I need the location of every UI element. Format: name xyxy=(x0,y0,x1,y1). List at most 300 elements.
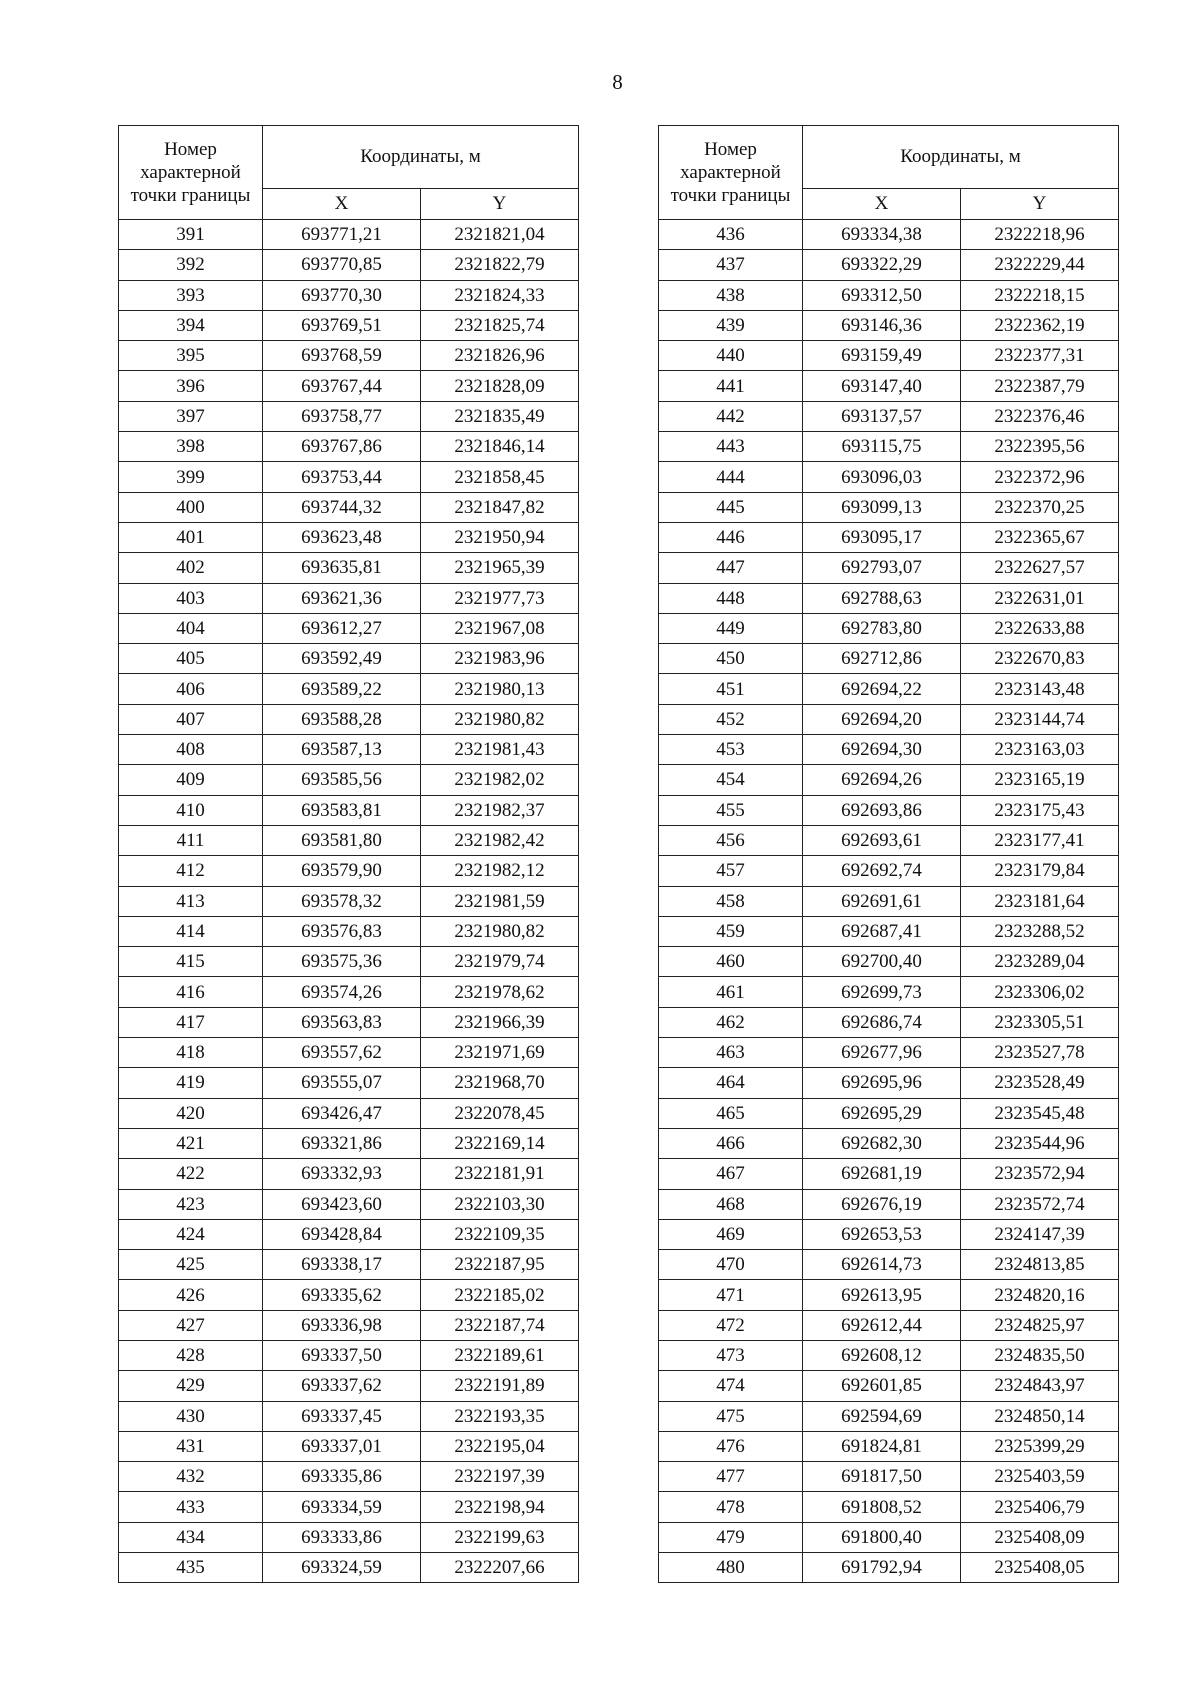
table-row xyxy=(659,735,1119,765)
point-number-cell: 477 xyxy=(659,1462,803,1492)
x-coordinate-cell: 693589,22 xyxy=(263,674,421,704)
y-coordinate-cell: 2321822,79 xyxy=(421,250,579,280)
x-coordinate-cell: 693583,81 xyxy=(263,795,421,825)
y-coordinate-cell: 2321982,37 xyxy=(421,795,579,825)
table-row xyxy=(119,1038,579,1068)
x-coordinate-cell: 693322,29 xyxy=(803,250,961,280)
x-coordinate-cell: 692608,12 xyxy=(803,1340,961,1370)
point-number-cell: 470 xyxy=(659,1250,803,1280)
x-coordinate-cell: 692694,30 xyxy=(803,735,961,765)
x-coordinate-cell: 693576,83 xyxy=(263,916,421,946)
x-coordinate-cell: 692686,74 xyxy=(803,1007,961,1037)
y-coordinate-cell: 2322078,45 xyxy=(421,1098,579,1128)
x-coordinate-cell: 693574,26 xyxy=(263,977,421,1007)
y-coordinate-cell: 2321982,42 xyxy=(421,825,579,855)
x-coordinate-cell: 693767,86 xyxy=(263,432,421,462)
y-coordinate-cell: 2322365,67 xyxy=(961,522,1119,552)
y-coordinate-cell: 2322633,88 xyxy=(961,613,1119,643)
y-coordinate-cell: 2321826,96 xyxy=(421,341,579,371)
y-coordinate-cell: 2323527,78 xyxy=(961,1038,1119,1068)
y-coordinate-cell: 2321982,02 xyxy=(421,765,579,795)
y-coordinate-cell: 2322189,61 xyxy=(421,1340,579,1370)
x-coordinate-cell: 693621,36 xyxy=(263,583,421,613)
coordinates-header: Координаты, м xyxy=(803,126,1119,189)
x-coordinate-cell: 693423,60 xyxy=(263,1189,421,1219)
point-number-cell: 461 xyxy=(659,977,803,1007)
y-coordinate-cell: 2324843,97 xyxy=(961,1371,1119,1401)
table-row xyxy=(119,492,579,522)
y-coordinate-cell: 2322377,31 xyxy=(961,341,1119,371)
y-coordinate-cell: 2321966,39 xyxy=(421,1007,579,1037)
x-coordinate-cell: 693578,32 xyxy=(263,886,421,916)
y-coordinate-cell: 2322387,79 xyxy=(961,371,1119,401)
point-number-cell: 457 xyxy=(659,856,803,886)
y-coordinate-cell: 2322376,46 xyxy=(961,401,1119,431)
y-coordinate-cell: 2321981,59 xyxy=(421,886,579,916)
y-coordinate-cell: 2321980,82 xyxy=(421,916,579,946)
y-coordinate-cell: 2322370,25 xyxy=(961,492,1119,522)
table-row xyxy=(119,1462,579,1492)
point-number-cell: 399 xyxy=(119,462,263,492)
table-row xyxy=(659,220,1119,250)
x-coordinate-cell: 693555,07 xyxy=(263,1068,421,1098)
point-number-cell: 438 xyxy=(659,280,803,310)
y-coordinate-cell: 2322218,96 xyxy=(961,220,1119,250)
y-coordinate-cell: 2322198,94 xyxy=(421,1492,579,1522)
x-coordinate-cell: 693333,86 xyxy=(263,1522,421,1552)
table-row xyxy=(119,947,579,977)
point-number-cell: 465 xyxy=(659,1098,803,1128)
y-coordinate-cell: 2324835,50 xyxy=(961,1340,1119,1370)
table-row xyxy=(659,310,1119,340)
table-row xyxy=(119,462,579,492)
x-coordinate-cell: 691800,40 xyxy=(803,1522,961,1552)
table-row xyxy=(119,1159,579,1189)
table-row xyxy=(659,1250,1119,1280)
table-row xyxy=(119,1128,579,1158)
x-coordinate-cell: 693336,98 xyxy=(263,1310,421,1340)
x-coordinate-cell: 692677,96 xyxy=(803,1038,961,1068)
x-coordinate-cell: 692793,07 xyxy=(803,553,961,583)
y-coordinate-cell: 2325399,29 xyxy=(961,1431,1119,1461)
y-coordinate-cell: 2321835,49 xyxy=(421,401,579,431)
point-number-cell: 414 xyxy=(119,916,263,946)
point-number-cell: 437 xyxy=(659,250,803,280)
point-number-cell: 411 xyxy=(119,825,263,855)
x-coordinate-cell: 693579,90 xyxy=(263,856,421,886)
x-coordinate-cell: 693623,48 xyxy=(263,522,421,552)
x-coordinate-cell: 693321,86 xyxy=(263,1128,421,1158)
point-number-cell: 394 xyxy=(119,310,263,340)
point-number-cell: 408 xyxy=(119,735,263,765)
y-coordinate-cell: 2322207,66 xyxy=(421,1553,579,1583)
point-number-cell: 462 xyxy=(659,1007,803,1037)
table-row xyxy=(659,704,1119,734)
y-coordinate-cell: 2324850,14 xyxy=(961,1401,1119,1431)
point-number-cell: 480 xyxy=(659,1553,803,1583)
table-row xyxy=(659,825,1119,855)
y-coordinate-cell: 2323177,41 xyxy=(961,825,1119,855)
y-coordinate-cell: 2321979,74 xyxy=(421,947,579,977)
coordinates-table-right xyxy=(658,125,1119,1583)
table-row xyxy=(659,1371,1119,1401)
table-row xyxy=(119,522,579,552)
point-number-cell: 478 xyxy=(659,1492,803,1522)
y-coordinate-cell: 2322199,63 xyxy=(421,1522,579,1552)
point-number-cell: 419 xyxy=(119,1068,263,1098)
y-coordinate-cell: 2322187,95 xyxy=(421,1250,579,1280)
x-coordinate-cell: 692681,19 xyxy=(803,1159,961,1189)
coordinates-header: Координаты, м xyxy=(263,126,579,189)
table-row xyxy=(119,583,579,613)
x-coordinate-cell: 692788,63 xyxy=(803,583,961,613)
y-coordinate-cell: 2325408,05 xyxy=(961,1553,1119,1583)
table-row xyxy=(119,220,579,250)
x-coordinate-cell: 693334,38 xyxy=(803,220,961,250)
point-number-cell: 479 xyxy=(659,1522,803,1552)
y-coordinate-cell: 2321977,73 xyxy=(421,583,579,613)
point-number-cell: 434 xyxy=(119,1522,263,1552)
point-number-cell: 440 xyxy=(659,341,803,371)
x-coordinate-cell: 693337,62 xyxy=(263,1371,421,1401)
table-row xyxy=(659,401,1119,431)
table-row xyxy=(119,795,579,825)
point-number-cell: 469 xyxy=(659,1219,803,1249)
table-row xyxy=(659,795,1119,825)
point-number-cell: 444 xyxy=(659,462,803,492)
table-row xyxy=(659,280,1119,310)
point-number-cell: 439 xyxy=(659,310,803,340)
table-row xyxy=(659,522,1119,552)
y-coordinate-cell: 2323528,49 xyxy=(961,1068,1119,1098)
table-row xyxy=(119,1068,579,1098)
x-coordinate-cell: 693335,62 xyxy=(263,1280,421,1310)
point-number-cell: 432 xyxy=(119,1462,263,1492)
y-coordinate-cell: 2322372,96 xyxy=(961,462,1119,492)
y-coordinate-cell: 2321965,39 xyxy=(421,553,579,583)
y-coordinate-cell: 2321982,12 xyxy=(421,856,579,886)
point-number-cell: 451 xyxy=(659,674,803,704)
point-number-cell: 448 xyxy=(659,583,803,613)
table-row xyxy=(659,1068,1119,1098)
table-row xyxy=(659,886,1119,916)
table-row xyxy=(119,704,579,734)
table-body xyxy=(659,220,1119,1583)
table-row xyxy=(659,371,1119,401)
x-coordinate-cell: 693096,03 xyxy=(803,462,961,492)
table-row xyxy=(119,1492,579,1522)
x-coordinate-cell: 693095,17 xyxy=(803,522,961,552)
point-number-cell: 435 xyxy=(119,1553,263,1583)
table-row xyxy=(659,1219,1119,1249)
x-coordinate-cell: 692692,74 xyxy=(803,856,961,886)
y-coordinate-cell: 2325408,09 xyxy=(961,1522,1119,1552)
x-coordinate-cell: 692783,80 xyxy=(803,613,961,643)
table-row xyxy=(659,1462,1119,1492)
y-coordinate-cell: 2324813,85 xyxy=(961,1250,1119,1280)
y-coordinate-cell: 2324820,16 xyxy=(961,1280,1119,1310)
point-number-cell: 476 xyxy=(659,1431,803,1461)
table-row xyxy=(119,1250,579,1280)
x-coordinate-cell: 693335,86 xyxy=(263,1462,421,1492)
y-header: Y xyxy=(961,189,1119,220)
table-row xyxy=(119,341,579,371)
coordinates-table-left xyxy=(118,125,579,1583)
x-coordinate-cell: 693768,59 xyxy=(263,341,421,371)
x-coordinate-cell: 693767,44 xyxy=(263,371,421,401)
y-coordinate-cell: 2323305,51 xyxy=(961,1007,1119,1037)
table-row xyxy=(119,1371,579,1401)
point-number-cell: 426 xyxy=(119,1280,263,1310)
point-number-cell: 456 xyxy=(659,825,803,855)
point-number-cell: 409 xyxy=(119,765,263,795)
x-coordinate-cell: 693324,59 xyxy=(263,1553,421,1583)
x-coordinate-cell: 693338,17 xyxy=(263,1250,421,1280)
x-coordinate-cell: 693758,77 xyxy=(263,401,421,431)
table-row xyxy=(659,1159,1119,1189)
point-number-cell: 463 xyxy=(659,1038,803,1068)
x-coordinate-cell: 692700,40 xyxy=(803,947,961,977)
y-coordinate-cell: 2323288,52 xyxy=(961,916,1119,946)
x-coordinate-cell: 693612,27 xyxy=(263,613,421,643)
point-number-cell: 450 xyxy=(659,644,803,674)
x-coordinate-cell: 692653,53 xyxy=(803,1219,961,1249)
point-number-cell: 441 xyxy=(659,371,803,401)
table-row xyxy=(119,1189,579,1219)
point-number-cell: 449 xyxy=(659,613,803,643)
point-number-cell: 415 xyxy=(119,947,263,977)
y-coordinate-cell: 2321858,45 xyxy=(421,462,579,492)
table-row xyxy=(119,553,579,583)
point-number-cell: 453 xyxy=(659,735,803,765)
point-number-cell: 407 xyxy=(119,704,263,734)
x-coordinate-cell: 693771,21 xyxy=(263,220,421,250)
y-coordinate-cell: 2322631,01 xyxy=(961,583,1119,613)
x-coordinate-cell: 693592,49 xyxy=(263,644,421,674)
point-number-cell: 454 xyxy=(659,765,803,795)
table-row xyxy=(119,1431,579,1461)
point-number-cell: 398 xyxy=(119,432,263,462)
table-row xyxy=(659,977,1119,1007)
table-row xyxy=(119,1280,579,1310)
table-row xyxy=(659,674,1119,704)
point-number-cell: 452 xyxy=(659,704,803,734)
point-number-cell: 418 xyxy=(119,1038,263,1068)
y-coordinate-cell: 2324825,97 xyxy=(961,1310,1119,1340)
y-coordinate-cell: 2322197,39 xyxy=(421,1462,579,1492)
x-coordinate-cell: 692612,44 xyxy=(803,1310,961,1340)
x-coordinate-cell: 692691,61 xyxy=(803,886,961,916)
point-number-cell: 475 xyxy=(659,1401,803,1431)
point-number-cell: 391 xyxy=(119,220,263,250)
x-coordinate-cell: 693635,81 xyxy=(263,553,421,583)
x-coordinate-cell: 692693,61 xyxy=(803,825,961,855)
x-coordinate-cell: 693337,01 xyxy=(263,1431,421,1461)
y-coordinate-cell: 2323572,94 xyxy=(961,1159,1119,1189)
point-number-cell: 400 xyxy=(119,492,263,522)
point-number-cell: 446 xyxy=(659,522,803,552)
x-coordinate-cell: 693337,50 xyxy=(263,1340,421,1370)
x-coordinate-cell: 691792,94 xyxy=(803,1553,961,1583)
x-coordinate-cell: 693428,84 xyxy=(263,1219,421,1249)
point-number-cell: 466 xyxy=(659,1128,803,1158)
y-coordinate-cell: 2323545,48 xyxy=(961,1098,1119,1128)
table-row xyxy=(659,856,1119,886)
x-coordinate-cell: 691808,52 xyxy=(803,1492,961,1522)
point-number-cell: 443 xyxy=(659,432,803,462)
y-coordinate-cell: 2322229,44 xyxy=(961,250,1119,280)
table-row xyxy=(119,1098,579,1128)
x-coordinate-cell: 693332,93 xyxy=(263,1159,421,1189)
y-coordinate-cell: 2321978,62 xyxy=(421,977,579,1007)
point-number-cell: 425 xyxy=(119,1250,263,1280)
y-coordinate-cell: 2324147,39 xyxy=(961,1219,1119,1249)
y-coordinate-cell: 2321846,14 xyxy=(421,432,579,462)
y-coordinate-cell: 2322181,91 xyxy=(421,1159,579,1189)
point-number-cell: 423 xyxy=(119,1189,263,1219)
point-number-cell: 410 xyxy=(119,795,263,825)
x-coordinate-cell: 692676,19 xyxy=(803,1189,961,1219)
y-coordinate-cell: 2323175,43 xyxy=(961,795,1119,825)
table-row xyxy=(659,432,1119,462)
point-number-cell: 397 xyxy=(119,401,263,431)
page-number: 8 xyxy=(612,70,623,94)
table-row xyxy=(119,401,579,431)
y-coordinate-cell: 2321828,09 xyxy=(421,371,579,401)
x-coordinate-cell: 693137,57 xyxy=(803,401,961,431)
y-coordinate-cell: 2323144,74 xyxy=(961,704,1119,734)
x-coordinate-cell: 693753,44 xyxy=(263,462,421,492)
y-coordinate-cell: 2321980,13 xyxy=(421,674,579,704)
point-number-cell: 468 xyxy=(659,1189,803,1219)
x-coordinate-cell: 693587,13 xyxy=(263,735,421,765)
table-row xyxy=(119,1310,579,1340)
y-coordinate-cell: 2323143,48 xyxy=(961,674,1119,704)
y-coordinate-cell: 2323289,04 xyxy=(961,947,1119,977)
point-number-cell: 431 xyxy=(119,1431,263,1461)
table-row xyxy=(119,644,579,674)
table-row xyxy=(659,1189,1119,1219)
point-number-cell: 402 xyxy=(119,553,263,583)
table-row xyxy=(659,1522,1119,1552)
y-coordinate-cell: 2322103,30 xyxy=(421,1189,579,1219)
table-row xyxy=(119,432,579,462)
table-row xyxy=(119,916,579,946)
table-row xyxy=(119,765,579,795)
y-coordinate-cell: 2323181,64 xyxy=(961,886,1119,916)
x-coordinate-cell: 693426,47 xyxy=(263,1098,421,1128)
y-coordinate-cell: 2323572,74 xyxy=(961,1189,1119,1219)
point-number-cell: 429 xyxy=(119,1371,263,1401)
point-number-cell: 442 xyxy=(659,401,803,431)
y-coordinate-cell: 2323544,96 xyxy=(961,1128,1119,1158)
x-coordinate-cell: 692695,29 xyxy=(803,1098,961,1128)
point-number-header: Номер характерной точки границы xyxy=(119,126,263,220)
y-coordinate-cell: 2321967,08 xyxy=(421,613,579,643)
x-coordinate-cell: 693337,45 xyxy=(263,1401,421,1431)
y-coordinate-cell: 2321981,43 xyxy=(421,735,579,765)
point-number-cell: 416 xyxy=(119,977,263,1007)
x-coordinate-cell: 693770,85 xyxy=(263,250,421,280)
point-number-cell: 455 xyxy=(659,795,803,825)
x-coordinate-cell: 692699,73 xyxy=(803,977,961,1007)
x-coordinate-cell: 693147,40 xyxy=(803,371,961,401)
table-row xyxy=(659,1280,1119,1310)
table-row xyxy=(119,613,579,643)
table-row xyxy=(119,977,579,1007)
x-coordinate-cell: 693146,36 xyxy=(803,310,961,340)
point-number-cell: 467 xyxy=(659,1159,803,1189)
table-row xyxy=(659,583,1119,613)
x-coordinate-cell: 692614,73 xyxy=(803,1250,961,1280)
point-number-cell: 421 xyxy=(119,1128,263,1158)
table-row xyxy=(119,856,579,886)
y-coordinate-cell: 2322395,56 xyxy=(961,432,1119,462)
y-coordinate-cell: 2322195,04 xyxy=(421,1431,579,1461)
x-coordinate-cell: 692682,30 xyxy=(803,1128,961,1158)
point-number-cell: 459 xyxy=(659,916,803,946)
x-coordinate-cell: 691824,81 xyxy=(803,1431,961,1461)
y-coordinate-cell: 2321847,82 xyxy=(421,492,579,522)
y-coordinate-cell: 2321971,69 xyxy=(421,1038,579,1068)
y-coordinate-cell: 2321983,96 xyxy=(421,644,579,674)
x-coordinate-cell: 693334,59 xyxy=(263,1492,421,1522)
point-number-cell: 458 xyxy=(659,886,803,916)
point-number-cell: 404 xyxy=(119,613,263,643)
table-row xyxy=(119,735,579,765)
y-coordinate-cell: 2321824,33 xyxy=(421,280,579,310)
x-coordinate-cell: 693769,51 xyxy=(263,310,421,340)
table-row xyxy=(659,1038,1119,1068)
table-row xyxy=(119,371,579,401)
table-row xyxy=(119,886,579,916)
y-coordinate-cell: 2322185,02 xyxy=(421,1280,579,1310)
y-coordinate-cell: 2323306,02 xyxy=(961,977,1119,1007)
point-number-cell: 396 xyxy=(119,371,263,401)
table-row xyxy=(119,250,579,280)
x-coordinate-cell: 691817,50 xyxy=(803,1462,961,1492)
table-row xyxy=(119,310,579,340)
point-number-cell: 428 xyxy=(119,1340,263,1370)
point-number-cell: 401 xyxy=(119,522,263,552)
point-number-cell: 436 xyxy=(659,220,803,250)
y-coordinate-cell: 2321950,94 xyxy=(421,522,579,552)
x-coordinate-cell: 692693,86 xyxy=(803,795,961,825)
table-row xyxy=(659,341,1119,371)
point-number-cell: 447 xyxy=(659,553,803,583)
point-number-cell: 413 xyxy=(119,886,263,916)
x-header: X xyxy=(803,189,961,220)
point-number-cell: 417 xyxy=(119,1007,263,1037)
x-coordinate-cell: 693563,83 xyxy=(263,1007,421,1037)
y-coordinate-cell: 2323179,84 xyxy=(961,856,1119,886)
table-row xyxy=(659,1401,1119,1431)
x-coordinate-cell: 693557,62 xyxy=(263,1038,421,1068)
x-coordinate-cell: 693099,13 xyxy=(803,492,961,522)
table-row xyxy=(119,825,579,855)
y-coordinate-cell: 2322169,14 xyxy=(421,1128,579,1158)
table-row xyxy=(659,250,1119,280)
table-row xyxy=(119,1219,579,1249)
table-body xyxy=(119,220,579,1583)
x-coordinate-cell: 692601,85 xyxy=(803,1371,961,1401)
table-row xyxy=(659,1431,1119,1461)
x-coordinate-cell: 692694,20 xyxy=(803,704,961,734)
y-coordinate-cell: 2322218,15 xyxy=(961,280,1119,310)
point-number-cell: 473 xyxy=(659,1340,803,1370)
y-coordinate-cell: 2322187,74 xyxy=(421,1310,579,1340)
y-header: Y xyxy=(421,189,579,220)
